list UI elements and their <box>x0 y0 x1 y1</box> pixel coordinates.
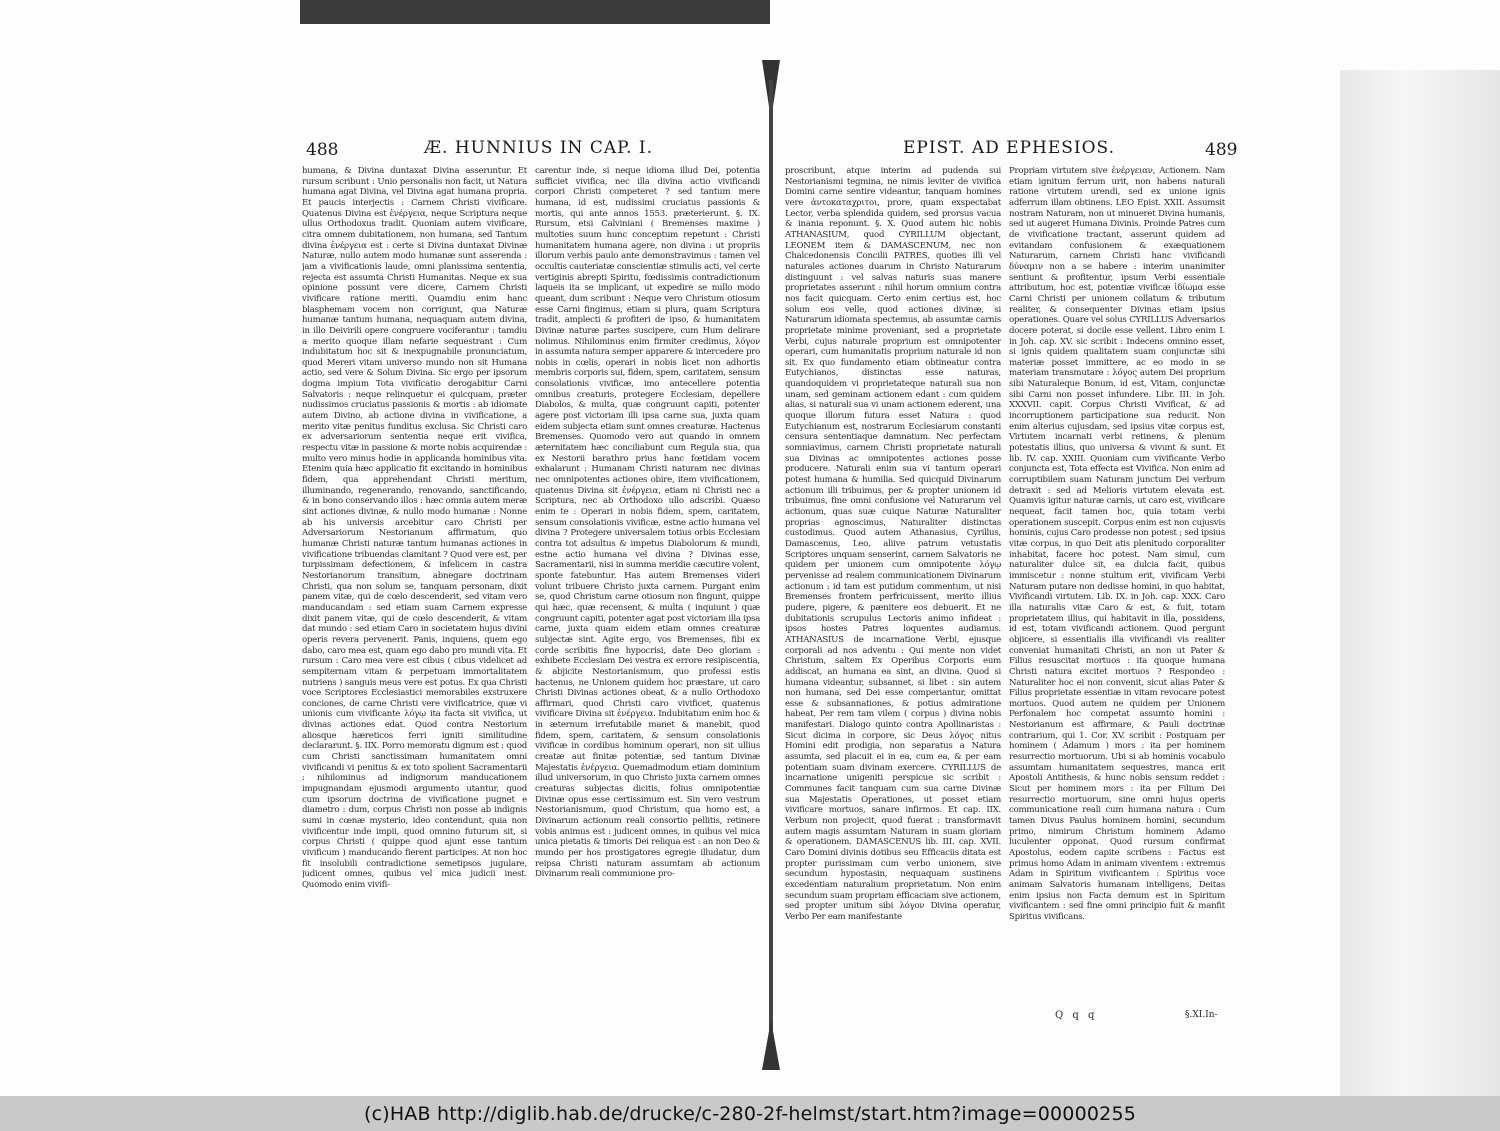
right-running-title: EPIST. AD EPHESIOS. <box>903 138 1115 158</box>
right-page-number: 489 <box>1205 140 1238 160</box>
footer-credit: (c)HAB http://diglib.hab.de/drucke/c-280-2f-helmst/start.htm?image=00000255 <box>363 1102 1137 1125</box>
left-column-2-text: carentur inde, si neque idioma illud Dei, potentia sufficiet vivifica, nec illa divina actio vivificandi corpori Christi competeret ? sed tantum mere humana, id est, nudissimi cruciatus passionis & mortis, qui ante annos 1553. præterierunt. §. IX. Rursum, etsi Calviniani ( Bremenses maxime ) multoties suum hunc conceptum repetunt : Christi humanitatem humana agere, non divina : ut propriis illorum verbis paulo ante demonstravimus : tamen vel occultis cauteriatæ conscientiæ stimulis acti, vel certe vertiginis abrepti Spiritu, fœdissimis contradictionum laqueis ita se implicant, ut expedire se nullo modo queant, dum scribunt : Neque vero Christum otiosum esse Carni fingimus, etiam si plura, quam Scriptura tradit, amplecti & profiteri de ipso, & humanitatem Divinæ naturæ partes suscipere, cum Hum delirare nolimus. Nihilominus enim firmiter credimus, λόγον in assumta natura semper apparere & intercedere pro nobis in cœlis, operari in nobis licet non adhortis membris corporis sui, fidem, spem, caritatem, sensum consolationis vivificæ, imo antecellere potentia omnibus creaturis, protegere Ecclesiam, depellere Diabolos, & multa, quæ congruunt capiti, potenter agere post victoriam illi ipsa carne sua, juxta quam eidem subjecta etiam sunt omnes creaturæ. Hactenus Bremenses. Quomodo vero aut quando in omnem æternitatem hæc conciliabunt cum Regula sua, qua ex Nestorii barathro prius hanc fœtidam vocem exhalarunt : Humanam Christi naturam nec divinas nec omnipotentes actiones obire, item vivificationem, quatenus Divina sit ἐνέργεια, etiam ni Christi nec a Scriptura, nec ab Orthodoxo ullo adscribi. Quæso enim te : Operari in nobis fidem, spem, caritatem, sensum consolationis vivificæ, estne actio humana vel divina ? Protegere universalem totius orbis Ecclesiam contra tot adsultus & impetus Diabolorum & mundi, estne actio humana vel divina ? Divinas esse, Sacramentarii, nisi in summa meridie cæcutire volent, sponte fatebuntur. Has autem Bremenses videri volunt tribuere Christo juxta carnem. Purgant enim se, quod Christum carne otiosum non fingunt, quippe qui hæc, quæ recensent, & multa ( inquiunt ) quæ congruunt capiti, potenter agat post victoriam illa ipsa carne, juxta quam eidem etiam omnes creaturæ subjectæ sint. Agite ergo, vos Bremenses, fibi ex corde scribitis fine hypocrisi, date Deo gloriam : exhibete Ecclesiam Dei vestra ex errore resipiscentia, & abjicite Nestorianismum, quo professi estis hactenus, ne Unionem quidem hoc præstare, ut caro Christi Divinas actiones obeat, & a nullo Orthodoxo affirmari, quod Christi caro vivificet, quatenus vivificare Divina sit ἐνέργεια. Indubitatum enim hoc & in æternum irrefutabile manet & manebit, quod fidem, spem, caritatem, & sensum consolationis vivificæ in cordibus hominum operari, non sit ullius creatæ aut finitæ potentiæ, sed tantum Divinæ Majestatis ἐνέργεια. Quemadmodum etiam dominium illud universorum, in quo Christo juxta carnem omnes creaturas subjectas dicitis, folius omnipotentiæ Divinæ opus esse certissimum est. Sin vero vestrum Nestorianismum, quod Christum, qua homo est, a Divinarum actionum reali consortio pellitis, retinere vobis animus est : judicent omnes, in quibus vel mica unica pietatis & timoris Dei reliqua est : an non Deo & mundo per hos prostigatores egregie illudatur, dum reipsa Christi naturam assumtam ab actionum Divinarum reali communione pro- <box>535 166 760 880</box>
page-edge-shadow <box>1340 70 1500 1096</box>
left-columns <box>302 166 760 986</box>
left-column-2 <box>535 166 760 986</box>
right-column-2 <box>1009 166 1225 986</box>
left-column-1-text: humana, & Divina duntaxat Divina asseruntur. Et rursum scribunt : Unio personalis non facit, ut Natura humana agat Divina, vel Divina agat humana propria. Et paucis interjectis : Carnem Christi vivificare. Quatenus Divina est ἐνέργεια, neque Scriptura neque ullus Orthodoxus tradit. Quoniam autem vivificare, citra omnem dubitationem, non humana, sed Tantum divina ἐνέργεια est : certe si Divina duntaxat Divinæ Naturæ, nullo autem modo humanæ sunt asserenda : jam a vivificationis laude, omni planissima sententia, rejecta est assumta Christi Humanitas. Neque ex sua opinione possunt vere dicere, Carnem Christi vivificare ratione meriti. Quamdiu enim hanc blasphemam vocem non corrigunt, qua Naturæ humanæ tantum humana, nequaquam autem divina, in illo Deivirili opere congruere vociferantur : tamdiu a merito quoque illam nefarie sequestrant : Cum indubitatum hoc sit & inexpugnabile pronunciatum, quod Mereri vitam universo mundo non sit Humana actio, sed vere & Solum Divina. Sic ergo per ipsorum dogma impium Tota vivificatio derogabitur Carni Salvatoris : neque relinquetur ei quicquam, præter nudissimos cruciatus passionis & mortis : ab idiomate autem Divino, ab actione divina in vivificatione, a merito vitæ penitus funditus exclusa. Sic Christi caro ex adversariorum sententia neque erit vivifica, respectu vitæ in passione & morte nobis acquirendæ : multo vero minus hodie in applicanda hominibus vita. Etenim quia hæc applicatio fit excitando in hominibus fidem, qua apprehendant Christi meritum, illuminando, regenerando, renovando, sanctificando, & in bono conservando illos : hæc omnia autem meræ sint actiones divinæ, & nullo modo humanæ : Nonne ab his universis arcebitur caro Christi per Adversariorum Nestorianum affirmatum, quo humanæ Christi naturæ tantum humanas actiones in vivificatione tribuendas clamitant ? Quod vere est, per turpissimam defectionem, & infelicem in castra Nestorianorum transitum, abnegare doctrinam Christi, qua non solum se, tanquam personam, dixit panem vitæ, qui de cœlo descenderit, sed vitam vero manducandam : sed etiam suam Carnem expresse dixit panem vitæ, qui de cœlo descenderit, & vitam dat mundo : sed etiam Caro in societatem hujus divini operis revera pervenerit. Panis, inquiens, quem ego dabo, caro mea est, quam ego dabo pro mundi vita. Et rursum : Caro mea vere est cibus ( cibus videlicet ad sempiternam vitam & perpetuam immortalitatem nutriens ) sanguis meus vere est potus. Ex qua Christi voce Scriptores Ecclesiastici memorabiles exstruxere conciones, de carne Christi vere vivificatrice, quæ vi unionis cum vivificante λόγῳ ita facta sit vivifica, ut divinas actiones edat. Quod contra Nestorium aliosque hæreticos ferri igniti similitudine declararunt. §. IIX. Porro memoratu dignum est : quod cum Christi sanctissimam humanitatem omni vivificandi vi penitus & ex toto spolient Sacramentarii : nihilominus ad indignorum manducationem impugnandam ejusmodi argumento utantur, quod cum ipsorum doctrina de vivificatione pugnet e diametro : dum, corpus Christi non posse ab indignis sumi in cœnæ mysterio, ideo contendunt, quia non vivificentur inde impii, quod omnino futurum sit, si corpus Christi ( quippe quod ajunt esse tantum vivificum ) manducando fierent participes. At non hoc fit insolubili contradictione semetipsos jugulare, judicent omnes, quibus vel mica judicii inest. Quomodo enim vivifi- <box>302 166 527 890</box>
left-running-head <box>302 128 760 166</box>
right-column-2-text: Propriam virtutem sive ἐνέργειαν, Actionem. Nam etiam ignitum ferrum urit, non habens naturali ratione virtutem urendi, sed ex unione ignis adferrum illam obtinens. LEO Epist. XXII. Assumsit nostram Naturam, non ut minueret Divina humanis, sed ut augeret Humana Divinis. Proinde Patres cum de vivificatione tractant, asserunt quidem ad evitandam confusionem & exæquationem Naturarum, carnem Christi hanc vivificandi δύναμιν non a se habere : interim unanimiter sentiunt & profitentur, ipsum Verbi essentiale attributum, hoc est, potentiæ vivificæ ἰδίωμα esse Carni Christi per unionem collatum & tributum realiter, & consequenter Divinas etiam ipsius operationes. Quare vel solus CYRILLUS Adversarios docere poterat, si docile esse vellent. Libro enim I. in Joh. cap. XV. sic scribit : Indecens omnino esset, si ignis quidem qualitatem suam conjunctæ sibi materiæ posset immittere, ac eo modo in se materiam transmutare : λόγος autem Dei proprium sibi Naturaleque Bonum, id est, Vitam, conjunctæ sibi Carni non posset infundere. Libr. III. in Joh. XXXVII. capit. Corpus Christi Vivificat, & ad incorruptionem participatione sua reducit. Non enim alterius cujusdam, sed ipsius vitæ corpus est, Virtutem incarnati verbi retinens, & plenum potestatis illius, quo universa & vivunt & sunt. Et lib. IV. cap. XXIII. Quoniam cum vivificante Verbo conjuncta est, Tota effecta est Vivifica. Non enim ad corruptibilem suam Naturam junctum Dei verbum detraxit : sed ad Melioris virtutem elevata est. Quamvis igitur naturæ carnis, ut caro est, vivificare nequeat, facit tamen hoc, quia totam verbi operationem suscepit. Corpus enim est non cujusvis hominis, cujus Caro prodesse non potest ; sed ipsius vitæ corpus, in quo Deit atis plenitudo corporaliter inhabitat, facere hoc potest. Nam simul, cum naturaliter dulce sit, ea dulcia facit, quibus immiscetur : nonne stultum erit, vivificam Verbi Naturam putare non dedisse homini, in quo habitat, Vivificandi virtutem. Lib. IX. in Joh. cap. XXX. Caro illa naturalis vitæ Caro & est, & fuit, totam proprietatem illius, qui habitavit in illa, possidens, id est, totam vivificandi actionem. Quod pergunt objicere, si essentialis illa vivificandi vis realiter conveniat humanitati Christi, an non ut Pater & Filius resuscitat mortuos : ita quoque humana Christi natura excitet mortuos ? Respondeo : Naturaliter hoc ei non convenit, sicut alias Pater & Filius proprietate essentiæ in vitam revocare potest mortuos. Quod autem ne quidem per Unionem Perfonalem hoc competat assumto homini : Nestorianum est affirmare, & Pauli doctrinæ contrarium, qui 1. Cor. XV. scribit : Postquam per hominem ( Adamum ) mors : ita per hominem resurrectio mortuorum. Ubi si ab hominis vocabulo assumtam humanitatem sequestres, manca erit Apostoli Antithesis, & hunc nobis sensum reddet : Sicut per hominem mors : ita per Filium Dei resurrectio mortuorum, sine omni hujus operis communicatione reali cum humana natura : Cum tamen Divus Paulus hominem homini, secundum primo, nimirum Christum hominem Adamo luculenter opponat. Quod rursum confirmat Apostolus, eodem capite scribens : Factus est primus homo Adam in animam viventem : extremus Adam in Spiritum vivificantem : Spiritus voce animam Salvatoris humanam intelligens, Deitas enim ipsius non Facta demum est in Spiritum vivificantem : sed fine omni principio fuit & manfit Spiritus vivificans. <box>1009 166 1225 922</box>
gutter-shadow-bottom <box>762 1020 780 1070</box>
left-column-1 <box>302 166 527 986</box>
left-running-title: Æ. HUNNIUS IN CAP. I. <box>424 138 654 158</box>
right-running-head <box>785 128 1238 166</box>
left-page <box>302 128 760 986</box>
right-column-1-text: proscribunt, atque interim ad pudenda sui Nestorianismi tegmina, ne nimis leviter de vivifica Domini carne sentire videantur, tanquam homines vere ἀντοκαταχριτοι, prore, quam exspectabat Lector, verba splendida quidem, sed prorsus vacua & inania reponunt. §. X. Quod autem hic nobis ATHANASIUM, quod CYRILLUM objectant, LEONEM item & DAMASCENUM, nec non Chalcedonensis Concilii PATRES, quoties illi vel naturales actiones duarum in Christo Naturarum distinguunt : vel salvas naturis suas manere proprietates asserunt : nihil horum omnium contra nos facit quicquam. Certo enim certius est, hoc solum eos velle, quod actiones divinæ, si Naturarum idiomata spectemus, ab assumtæ carnis proprietate minime proveniant, sed a proprietate Verbi, cujus naturale proprium est omnipotenter operari, cum humanitatis proprium naturale id non sit. Ex quo fundamento etiam obtineatur contra Eutychianos, distinctas esse naturas, quandoquidem vi proprietateque naturali sua non unam, sed geminam actionem edant : cum quidem alias, si naturali sua vi unam actionem ederent, una quoque illorum futura esset Natura : quod Eutychianum est, nostrarum Ecclesiarum constanti censura sententiaque damnatum. Nec perfectam somniavimus, carnem Christi proprietate naturali sua Divinas ac omnipotentes actiones posse producere. Naturali enim sua vi tantum operari potest humana & humilia. Sed quicquid Divinarum actionum illi tribuimus, per & propter unionem id tribuimus, fine omni confusione vel Naturarum vel actionum, quas suæ cuique Naturæ Naturaliter proprias agnoscimus, Naturaliter distinctas custodimus. Quod autem Athanasius, Cyrillus, Damascenus, Leo, aliive patrum vetustatis Scriptores unquam senserint, carnem Salvatoris ne quidem per unionem cum omnipotente λόγῳ pervenisse ad realem communicationem Divinarum actionum : id tam est putidum commentum, ut nisi Bremenses frontem perfricuissent, merito illius pudere, pigere, & pænitere eos debuerit. Et ne dubitationis scrupulus Lectoris animo infideat : ipsos hostes Patres loquentes audiamus. ATHANASIUS de incarnatione Verbi, ejusque corporali ad nos adventu : Qui mente non videt Christum, saltem Ex Operibus Corporis eum addiscat, an humana ea sint, an divina. Quod si humana videantur, subsannet, si libet : sin autem non humana, sed Dei esse comperiantur, omittat esse & subsannationes, & potius admiratione habeat, Per rem tam vilem ( corpus ) divina nobis manifestari. Dialogo quinto contra Apollinaristas : Sicut dicima in corpore, sic Deus λόγος nitus Homini edit prodigia, non separatus a Natura assumta, sed placuit ei in ea, cum ea, & per eam potentiam suam divinam exercere. CYRILLUS de incarnatione unigeniti perspicue sic scribit : Communes facit tanquam cum sua carne Divinæ sua Majestatis Operationes, ut posset etiam vivificare mortuos, sanare infirmos. Et cap. IIX. Verbum non projecit, quod fuerat : transformavit autem magis assumtam Naturam in suam gloriam & operationem. DAMASCENUS lib. III. cap. XVII. Caro Domini divinis dotibus seu Efficaciis ditata est propter purissimam cum verbo unionem, sive secundum hypostasin, nequaquam sustinens excedentiam naturalium proprietatum. Non enim secundum suam propriam efficaciam sive actionem, sed propter unitum sibi λόγον Divina operatur, Verbo Per eam manifestante <box>785 166 1001 922</box>
book-gutter <box>766 20 776 1096</box>
scanner-edge <box>300 0 770 24</box>
right-column-1 <box>785 166 1001 986</box>
gutter-line <box>769 80 773 1030</box>
right-columns <box>785 166 1225 986</box>
footer-bar <box>0 1096 1500 1131</box>
signature-mark: Q q q <box>1055 1010 1098 1021</box>
catchword: §.XI.In- <box>1185 1010 1218 1020</box>
page-signatures <box>785 1010 1225 1026</box>
right-page <box>785 128 1238 1021</box>
left-page-number: 488 <box>306 140 339 160</box>
